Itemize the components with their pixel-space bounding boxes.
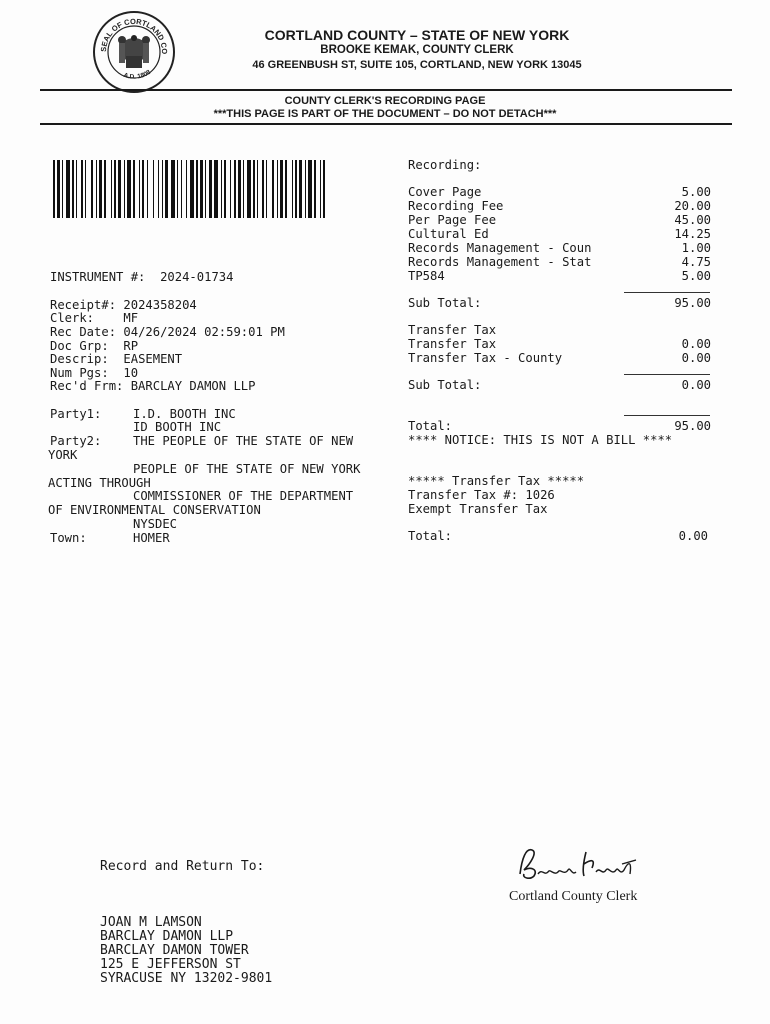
party1-line: I.D. BOOTH INC [133,407,236,421]
fee-amount: 14.25 [674,227,711,241]
total-amount: 95.00 [674,419,711,433]
transfer-tax-label: Transfer Tax [408,337,497,351]
barcode-bar [238,160,241,218]
field-label: Clerk: [50,311,95,325]
field-label: Rec'd Frm: [50,379,124,393]
barcode-bar [305,160,306,218]
field-value: 2024358204 [123,298,197,312]
not-a-bill-notice: **** NOTICE: THIS IS NOT A BILL **** [408,433,673,447]
barcode-bar [142,160,144,218]
instrument-number [50,271,233,285]
barcode-bar [127,160,131,218]
recording-title: Recording: [408,158,482,172]
total2-label: Total: [408,529,453,543]
barcode-bar [186,160,187,218]
party2-line-wrap: ACTING THROUGH [48,476,151,490]
barcode-bar [280,160,283,218]
transfer-tax-label: Transfer Tax - County [408,351,563,365]
clerk-signature [512,840,652,886]
barcode-bar [277,160,278,218]
barcode-bar [272,160,274,218]
field-label: Rec Date: [50,325,117,339]
barcode-bar [162,160,163,218]
fee-label: Records Management - Coun [408,241,592,255]
barcode-bar [221,160,222,218]
field-value: 10 [123,366,139,380]
barcode-bar [99,160,102,218]
barcode-bar [257,160,258,218]
return-address-line: 125 E JEFFERSON ST [100,957,241,972]
town-label: Town: [50,531,87,545]
barcode-bar [147,160,148,218]
barcode-bar [292,160,293,218]
party1-line: ID BOOTH INC [133,420,222,434]
fee-label: Cover Page [408,185,482,199]
barcode-bar [181,160,182,218]
barcode-bar [209,160,212,218]
barcode-bar [247,160,251,218]
fee-amount: 4.75 [681,255,711,269]
field-label: Descrip: [50,352,109,366]
barcode-bar [308,160,312,218]
barcode-bar [153,160,154,218]
transfer-tax-amount: 0.00 [681,351,711,365]
total-label: Total: [408,419,453,433]
svg-text:A.D. 1808: A.D. 1808 [122,68,153,81]
barcode-bar [158,160,159,218]
barcode-bar [76,160,77,218]
barcode-bar [85,160,86,218]
subtotal2-amount: 0.00 [681,378,711,392]
fee-amount: 5.00 [681,269,711,283]
party2-line-wrap: YORK [48,448,78,462]
field-value: MF [123,311,139,325]
party2-line-wrap: OF ENVIRONMENTAL CONSERVATION [48,503,261,517]
county-title: CORTLAND COUNTY – STATE OF NEW YORK [264,27,570,43]
field-label: Doc Grp: [50,339,109,353]
svg-text:SEAL OF CORTLAND COUNTY N.Y.: SEAL OF CORTLAND CO [98,16,170,55]
fee-amount: 20.00 [674,199,711,213]
barcode-bar [81,160,83,218]
subtotal-amount: 95.00 [674,296,711,310]
field-value: RP [123,339,139,353]
barcode-bar [66,160,70,218]
barcode-bar [262,160,264,218]
barcode-bar [243,160,244,218]
barcode-bar [285,160,287,218]
barcode-bar [165,160,168,218]
signature-icon [512,840,652,886]
return-address-line: SYRACUSE NY 13202-9801 [100,971,273,986]
barcode-bar [230,160,231,218]
barcode-bar [96,160,97,218]
subtotal-rule [624,292,710,293]
clerk-address: 46 GREENBUSH ST, SUITE 105, CORTLAND, NEW YORK 13045 [252,59,582,71]
recording-page-title: COUNTY CLERK'S RECORDING PAGE [284,95,486,107]
transfer-tax-number: Transfer Tax #: 1026 [408,488,555,502]
do-not-detach-notice: ***THIS PAGE IS PART OF THE DOCUMENT – DO NOT DETACH*** [213,108,557,120]
barcode-bar [104,160,106,218]
barcode-bar [205,160,206,218]
party2-line: THE PEOPLE OF THE STATE OF NEW [133,434,354,448]
field-value: BARCLAY DAMON LLP [130,379,256,393]
record-return-label: Record and Return To: [100,859,265,874]
barcode-bar [314,160,316,218]
barcode-icon [53,160,326,218]
subtotal2-rule [624,374,710,375]
barcode-bar [114,160,116,218]
barcode-bar [253,160,255,218]
barcode-bar [124,160,125,218]
total-rule [624,415,710,416]
party2-line: COMMISSIONER OF THE DEPARTMENT [133,489,354,503]
barcode-bar [171,160,175,218]
party2-label: Party2: [50,434,102,448]
barcode-bar [323,160,325,218]
barcode-bar [91,160,93,218]
party2-line: NYSDEC [133,517,178,531]
party2-line: PEOPLE OF THE STATE OF NEW YORK [133,462,361,476]
fee-label: Cultural Ed [408,227,489,241]
subtotal2-label: Sub Total: [408,378,482,392]
field-descrip [50,353,182,367]
fee-amount: 1.00 [681,241,711,255]
return-address-line: BARCLAY DAMON TOWER [100,943,249,958]
barcode-bar [111,160,112,218]
barcode-bar [57,160,60,218]
instrument-label: INSTRUMENT #: [50,270,146,284]
field-value: 04/26/2024 02:59:01 PM [123,325,285,339]
barcode-bar [72,160,74,218]
barcode [53,160,326,218]
field-label: Num Pgs: [50,366,109,380]
header-rule-top [40,89,732,91]
fee-label: Recording Fee [408,199,504,213]
barcode-bar [299,160,302,218]
barcode-bar [295,160,297,218]
barcode-bar [53,160,55,218]
field-label: Receipt#: [50,298,117,312]
transfer-tax-amount: 0.00 [681,337,711,351]
fee-label: Records Management - Stat [408,255,592,269]
transfer-tax-heading: Transfer Tax [408,323,497,337]
field-recd-frm [50,380,255,394]
barcode-bar [234,160,236,218]
barcode-bar [190,160,194,218]
header-rule-bottom [40,123,732,125]
party1-label: Party1: [50,407,102,421]
clerk-name: BROOKE KEMAK, COUNTY CLERK [320,44,514,56]
field-value: EASEMENT [123,352,183,366]
barcode-bar [214,160,218,218]
barcode-bar [266,160,267,218]
barcode-bar [224,160,226,218]
barcode-bar [320,160,321,218]
barcode-bar [118,160,121,218]
return-address-line: JOAN M LAMSON [100,915,202,930]
exempt-transfer-tax: Exempt Transfer Tax [408,502,548,516]
town-value: HOMER [133,531,170,545]
fee-label: Per Page Fee [408,213,497,227]
barcode-bar [133,160,135,218]
signature-caption: Cortland County Clerk [509,889,638,904]
barcode-bar [62,160,63,218]
barcode-bar [177,160,178,218]
fee-amount: 45.00 [674,213,711,227]
fee-label: TP584 [408,269,445,283]
instrument-value: 2024-01734 [160,270,234,284]
fee-amount: 5.00 [681,185,711,199]
total2-amount: 0.00 [678,529,708,543]
barcode-bar [200,160,203,218]
field-rec-date [50,326,285,340]
field-clerk [50,312,138,326]
transfer-tax-box-heading: ***** Transfer Tax ***** [408,474,585,488]
return-address-line: BARCLAY DAMON LLP [100,929,234,944]
barcode-bar [139,160,140,218]
subtotal-label: Sub Total: [408,296,482,310]
barcode-bar [196,160,198,218]
